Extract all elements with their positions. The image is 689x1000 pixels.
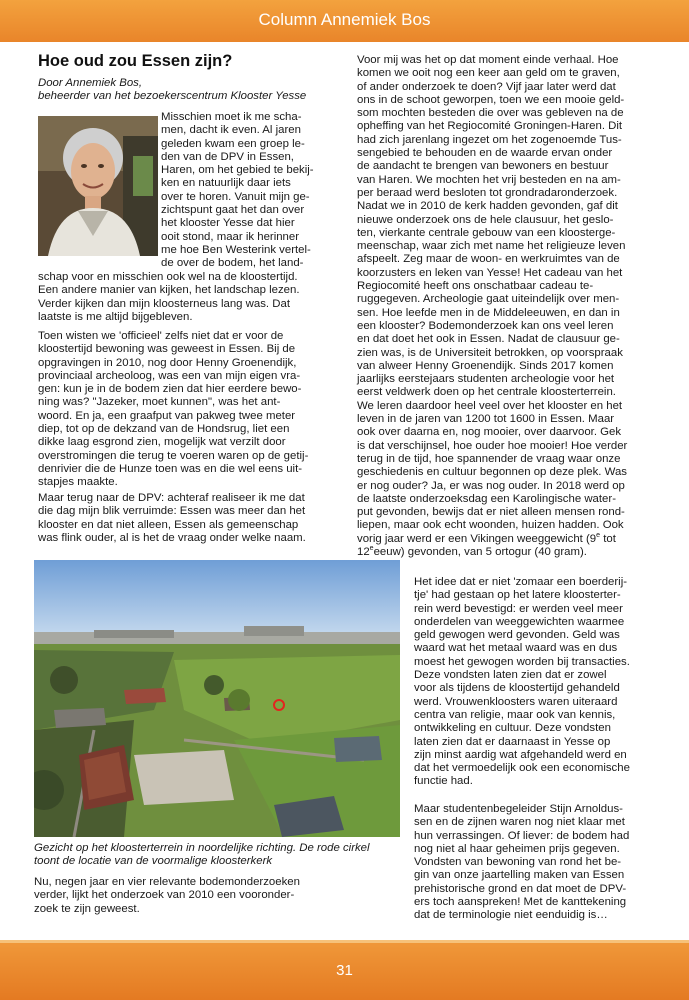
text-line <box>357 533 675 546</box>
text-line: sen en de zijnen waren nog niet klaar met <box>414 816 625 829</box>
author-portrait <box>38 116 158 256</box>
text-line: zien was, is de Universiteit betrokken, op voorspraak <box>357 346 623 359</box>
byline-role: beheerder van het bezoekerscentrum Klooster Yesse <box>38 90 307 103</box>
text-line: voor als tijdens de kloostertijd gehandeld <box>414 682 620 695</box>
text-line: me hoe Ben Westerink vertel- <box>161 243 311 256</box>
text-line: opheffing van het Regiocomité Groningen-Haren. Dit <box>357 120 623 133</box>
paragraph-prehistoric <box>414 803 676 923</box>
text-line: dikke laag esgrond zien, mogelijk wat verzilt door <box>38 436 286 449</box>
text-line: Een andere manier van kijken, het landschap lezen. <box>38 284 300 297</box>
text-line: meenschap, waar zich met name het religieuze leven <box>357 240 626 253</box>
photo-caption <box>34 842 400 869</box>
text-line: ning was? "Jazeker, moet kunnen", was het ant- <box>38 396 281 409</box>
text-line: eerst veldwerk doen op het centrale kloosterterrein. <box>357 386 616 399</box>
text-line: Nu, negen jaar en vier relevante bodemonderzoeken <box>34 876 300 888</box>
text-line: diep, tot op de dekzand van de Hondsrug, liet een <box>38 423 290 436</box>
text-fragment: 12 <box>357 545 370 558</box>
text-line: de over de bodem, het land- <box>161 257 304 270</box>
text-line: koorzusters en leken van Yesse! Het cadeau van het <box>357 266 623 279</box>
text-line: dat het vermoedelijk ook een economische <box>414 762 630 775</box>
text-line: het klooster Yesse dat hier <box>161 217 295 230</box>
text-line: jaarlijks eerstejaars studenten archeologie voor het <box>357 373 615 386</box>
text-line: woord. En ja, een graafput van pakweg twee meter <box>38 409 296 422</box>
text-line: ken en natuurlijk daar iets <box>161 177 291 190</box>
superscript: e <box>596 531 601 539</box>
text-line: laten zien dat er daarnaast in Yesse op <box>414 735 611 748</box>
text-line: of ander onderzoek te doen? Vijf jaar later werd dat <box>357 80 616 93</box>
text-line: sen. Hoe leefde men in de Middeleeuwen, en dan in <box>357 306 620 319</box>
text-line: kloostertijd bewoning was geweest in Essen. Bij de <box>38 343 296 356</box>
text-line: nieuwe onderzoek ons de hele clausuur, het geslo- <box>357 213 614 226</box>
text-line: denrivier die de Hunze toen was en die wel eens uit- <box>38 462 303 475</box>
text-line: stapjes maakte. <box>38 476 118 489</box>
paragraph-dpv <box>38 492 358 545</box>
aerial-photo-monastery-site <box>34 560 400 837</box>
text-line: som mochten besteden die over was gebleven na de <box>357 107 624 120</box>
text-line: die dag mijn blik verruimde: Essen was meer dan het <box>38 505 306 518</box>
text-line: ten, vierkante centrale gebouw van een kloosterge- <box>357 226 616 239</box>
text-line: hun verrassingen. Of liever: de bodem had <box>414 829 630 842</box>
byline <box>38 77 358 104</box>
text-line: geld gewogen werd gevonden. Geld was <box>414 629 620 642</box>
text-line: een klooster? Bodemonderzoek kan ons veel leren <box>357 319 614 332</box>
text-line: ooit stond, maar ik herinner <box>161 230 300 243</box>
text-line: per beraad werd besloten tot grondradaronderzoek. <box>357 186 618 199</box>
text-line: overstromingen die terug te voeren waren op de getij- <box>38 449 309 462</box>
paragraph-nine-years <box>34 876 370 916</box>
text-line: en dat doet het ook in Essen. Nadat de clausuur ge- <box>357 333 620 346</box>
superscript: e <box>369 545 374 553</box>
text-line: ruggegeven. Archeologie gaat uiteindelijk over men- <box>357 293 620 306</box>
text-fragment: tot <box>603 532 616 545</box>
text-fragment: eeuw) gevonden, van 5 ortogur (40 gram). <box>373 545 587 558</box>
text-line: gen: kun je in de bodem zien dat hier eerdere bewo- <box>38 383 302 396</box>
text-line: tje' had gestaan op het latere kloosterter- <box>414 589 621 602</box>
intro-paragraph <box>161 111 357 271</box>
text-line: werd. Vrouwenkloosters waren uiteraard <box>414 695 618 708</box>
text-line: ons in de schoot geworpen, toen we een mooie geld- <box>357 93 625 106</box>
text-line: liepen, maar ook echt woonden, huizen hadden. Ook <box>357 519 624 532</box>
text-line: leven in de jaren van 1200 tot 1600 in Essen. Maar <box>357 413 615 426</box>
text-line: de aandacht te brengen van bewoners en bestuur <box>357 160 609 173</box>
text-line: Misschien moet ik me scha- <box>161 111 302 123</box>
text-line: rein werd bevestigd: er werden veel meer <box>414 602 623 615</box>
text-line: komen we ooit nog een keer aan geld om te graven, <box>357 67 620 80</box>
text-line: Gezicht op het kloosterterrein in noordelijke richting. De rode cirkel <box>34 842 370 854</box>
right-column-text <box>357 54 675 559</box>
text-line: geschiedenis en cultuur begonnen op deze plek. Was <box>357 466 627 479</box>
text-line: klooster en dat niet alleen, Essen als gemeenschap <box>38 518 299 531</box>
text-line: prehistorische grond en dat moet de DPV- <box>414 882 627 895</box>
text-line: ontwikkeling en cultuur. Deze vondsten <box>414 722 611 735</box>
text-line: centra van religie, maar ook van kennis, <box>414 708 616 721</box>
text-line: Regiocomité heeft ons onschatbaar cadeau te- <box>357 280 594 293</box>
paragraph-weights <box>414 576 676 789</box>
intro-paragraph-continued <box>38 271 358 324</box>
text-line: er nog ouder? Ja, er was nog ouder. In 2018 werd op <box>357 479 625 492</box>
text-line: schap voor en misschien ook wel na de kloostertijd. <box>38 271 298 283</box>
text-line: over te horen. Vanuit mijn ge- <box>161 190 310 203</box>
page-number: 31 <box>336 962 353 979</box>
text-fragment: vorig jaar werd er een Vikingen weeggewicht (9 <box>357 532 597 545</box>
page-footer <box>0 940 689 1000</box>
text-line: ook over daarna en, nog mooier, over daarvoor. Gek <box>357 426 622 439</box>
text-line: provinciaal archeoloog, was een van mijn eigen vra- <box>38 369 301 382</box>
text-line: put gevonden, bewijs dat er niet alleen mensen rond- <box>357 506 625 519</box>
text-line <box>357 546 675 559</box>
text-line: Het idee dat er niet 'zomaar een boerderij- <box>414 576 628 588</box>
text-line: zichtspunt gaat het dan over <box>161 204 305 217</box>
text-line: verder, lijkt het onderzoek van 2010 een vooronder- <box>34 889 295 902</box>
text-line: dat de terminologie niet eenduidig is… <box>414 909 608 922</box>
text-line: was flink ouder, al is het de vraag onder welke naam. <box>38 531 306 544</box>
column-title: Column Annemiek Bos <box>258 10 431 29</box>
text-line: Toen wisten we 'officieel' zelfs niet dat er voor de <box>38 330 284 342</box>
text-line: van alweer Henny Groenendijk. Sinds 2017 komen <box>357 359 614 372</box>
text-line: We leren daardoor heel veel over het klooster en het <box>357 399 623 412</box>
text-line: Maar terug naar de DPV: achteraf realiseer ik me dat <box>38 492 305 504</box>
text-line: onderdelen van weeggewichten waarmee <box>414 615 625 628</box>
byline-author: Door Annemiek Bos, <box>38 77 143 89</box>
text-line: ers toch aanspreken! Met de kanttekening <box>414 896 627 909</box>
article-title: Hoe oud zou Essen zijn? <box>38 52 233 70</box>
text-line: de laatste onderzoeksdag een Karolingische water- <box>357 492 616 505</box>
text-line: is dat verschijnsel, hoe ouder hoe mooier! Hoe verder <box>357 439 628 452</box>
text-line: Nadat we in 2010 de kerk hadden gevonden, gaf dit <box>357 200 618 213</box>
text-line: nog niet al haar geheimen prijs gegeven. <box>414 842 620 855</box>
text-line: van Haren. We mochten het vrij besteden en na am- <box>357 173 621 186</box>
text-line: afspeelt. Zeg maar de woon- en werkruimtes van de <box>357 253 620 266</box>
text-line: gin van onze jaartelling maken van Essen <box>414 869 625 882</box>
text-line: zoek te zijn geweest. <box>34 902 140 915</box>
text-line: terug in de tijd, hoe spannender de vraag waar onze <box>357 452 621 465</box>
text-line: Maar studentenbegeleider Stijn Arnoldus- <box>414 803 623 815</box>
text-line: sengebied te behouden en de waarde ervan onder <box>357 147 613 160</box>
text-line: waard wat het metaal waard was en dus <box>414 642 618 655</box>
text-line: opgravingen in 2010, nog door Henny Groenendijk, <box>38 356 297 369</box>
text-line: men, dacht ik even. Al jaren <box>161 124 301 137</box>
text-line: functie had. <box>414 775 473 788</box>
text-line: Voor mij was het op dat moment einde verhaal. Hoe <box>357 54 619 66</box>
text-line: toont de locatie van de voormalige kloosterkerk <box>34 855 273 868</box>
text-line: had zich jarenlang ingezet om het zogenoemde Tus- <box>357 133 622 146</box>
text-line: Vondsten van bewoning van rond het be- <box>414 856 622 869</box>
footer-divider <box>0 940 689 943</box>
text-line: moest het gewogen worden bij transacties. <box>414 655 630 668</box>
text-line: Deze vondsten laten zien dat er zowel <box>414 669 607 682</box>
text-line: Haren, om het gebied te bekij- <box>161 164 314 177</box>
text-line: den van de DPV in Essen, <box>161 150 294 163</box>
paragraph-excavation <box>38 330 358 490</box>
text-line: laatste is me altijd bijgebleven. <box>38 310 193 323</box>
text-line: Verder kijken dan mijn kloosterneus lang was. Dat <box>38 297 290 310</box>
text-line: geleden kwam een groep le- <box>161 137 305 150</box>
text-line: zijn minst aardig wat afgehandeld werd en <box>414 748 627 761</box>
column-header <box>0 0 689 42</box>
